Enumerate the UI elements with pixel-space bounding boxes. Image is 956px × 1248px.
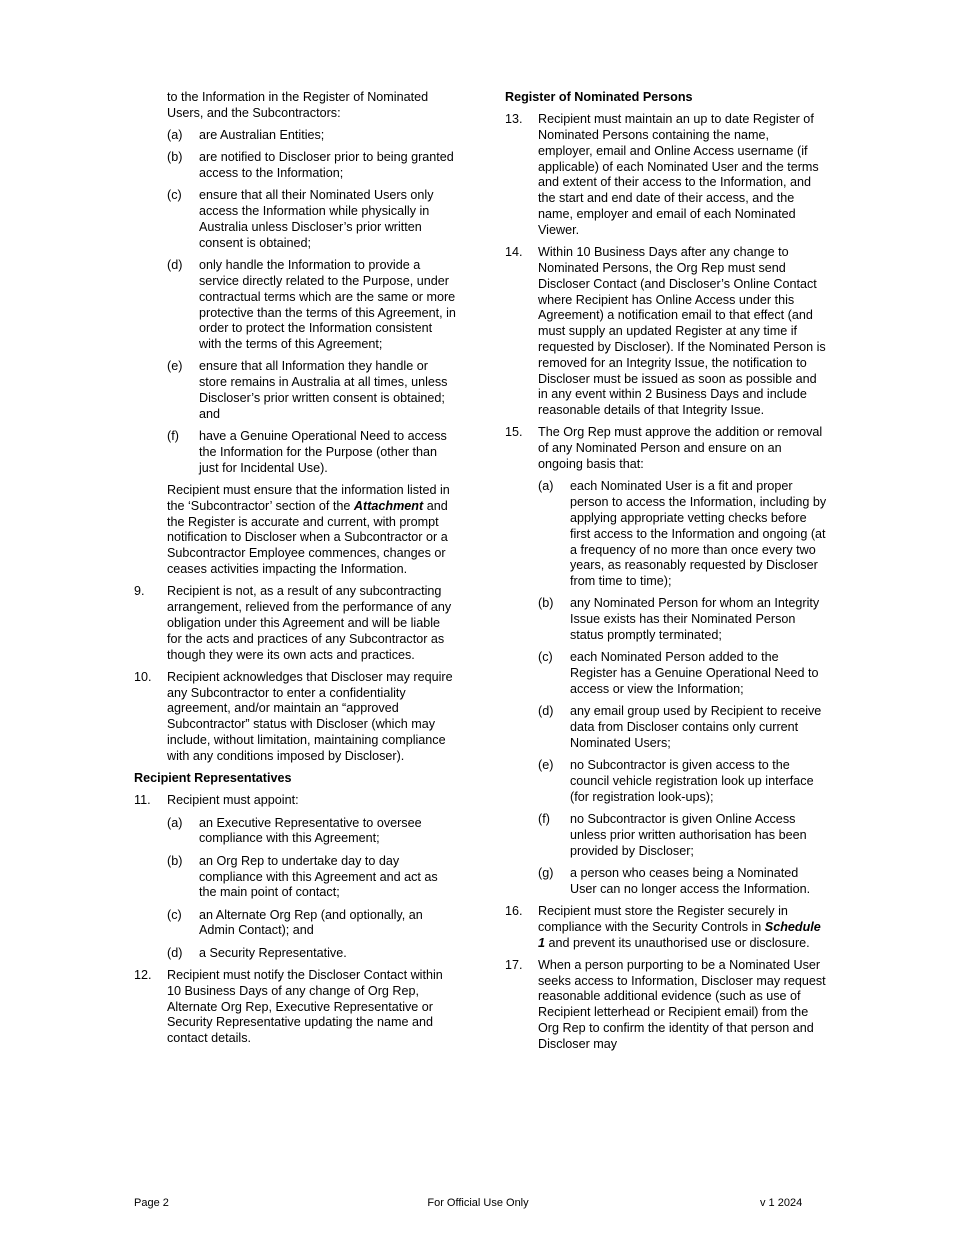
sub-text: any email group used by Recipient to receive data from Discloser contains only current Nominated Users; <box>570 704 822 750</box>
sub-text: only handle the Information to provide a service directly related to the Purpose, under contractual terms which are the same or more protective than the terms of this Agreement, in order to protect the Information consistent with the terms of this Agreement; <box>199 258 456 352</box>
list-item <box>134 854 456 901</box>
sub-text: any Nominated Person for whom an Integrity Issue exists has their Nominated Person status promptly terminated; <box>570 596 820 642</box>
sub-label: (d) <box>167 945 183 960</box>
clause-text: Recipient must appoint: <box>167 793 299 808</box>
sub-label: (c) <box>538 650 553 665</box>
list-item <box>505 866 827 898</box>
sub-text: a Security Representative. <box>199 945 347 960</box>
section-heading: Recipient Representatives <box>134 771 292 786</box>
clause-number: 12. <box>134 968 152 983</box>
clause-text: Recipient must notify the Discloser Contact within 10 Business Days of any change of Org Rep, Alternate Org Rep, Executive Representative or Security Representative updating the name and contact details. <box>167 968 443 1046</box>
list-item <box>134 258 456 353</box>
list-item <box>134 150 456 182</box>
list-item <box>134 128 456 144</box>
clause-12 <box>134 968 456 1047</box>
page-number: Page 2 <box>134 1197 169 1209</box>
sub-text: each Nominated User is a fit and proper person to access the Information, including by applying appropriate vetting checks before first access to the Information and ongoing (at a frequency of no more than once every two years, as reasonably requested by Discloser from time to time); <box>570 479 827 589</box>
clause-number: 16. <box>505 903 523 918</box>
classification-label: For Official Use Only <box>427 1197 529 1209</box>
text-run: and the Register is accurate and current, with prompt notification to Discloser when a Subcontractor or a Subcontractor Employee commences, changes or ceases activities impacting the Information. <box>167 498 448 577</box>
clause-text: The Org Rep must approve the addition or removal of any Nominated Person and ensure on an ongoing basis that: <box>538 425 823 472</box>
clause-text: Recipient must maintain an up to date Register of Nominated Persons containing the name, employer, email and Online Access username (if applicable) of each Nominated User and the terms and extent of their access to the Information, and the start and end date of their access, and the name, employer and email of each Nominated Viewer. <box>538 112 819 237</box>
clause-number: 11. <box>134 793 151 808</box>
clause-number: 17. <box>505 957 523 972</box>
clause-10 <box>134 670 456 765</box>
list-item <box>134 908 456 940</box>
sub-text: a person who ceases being a Nominated User can no longer access the Information. <box>570 865 811 896</box>
sub-text: an Alternate Org Rep (and optionally, an Admin Contact); and <box>199 907 423 938</box>
clause-text: Within 10 Business Days after any change to Nominated Persons, the Org Rep must send Discloser Contact (and Discloser’s Online Contact where Recipient has Online Access under this Agreement) a notification email to that effect (and must supply an updated Register at any time if requested by Discloser). If the Nominated Person is removed for an Integrity Issue, the notification to Discloser must be issued as soon as possible and in any event within 2 Business Days and include reasonable details of that Integrity Issue. <box>538 245 826 418</box>
left-column <box>134 90 456 1054</box>
clause-text: Recipient is not, as a result of any subcontracting arrangement, relieved from the performance of any obligation under this Agreement and will be liable for the acts and practices of any Subcontractor as though they were its own acts and practices. <box>167 584 452 662</box>
sub-label: (c) <box>167 188 182 203</box>
section-heading: Register of Nominated Persons <box>505 90 693 104</box>
sub-label: (d) <box>538 704 554 719</box>
text-run: Recipient must store the Register securely in compliance with the Security Controls in <box>538 903 788 934</box>
list-item <box>134 816 456 848</box>
clause-number: 10. <box>134 669 152 684</box>
text-run: and prevent its unauthorised use or disclosure. <box>545 935 810 950</box>
text-run: Recipient must ensure that the information listed in the ‘Subcontractor’ section of the <box>167 483 450 513</box>
sub-label: (b) <box>167 853 183 868</box>
clause-number: 15. <box>505 425 523 440</box>
sub-label: (c) <box>167 907 182 922</box>
list-item <box>505 596 827 643</box>
clause-text: When a person purporting to be a Nominated User seeks access to Information, Discloser may request reasonable additional evidence (such as use of Recipient letterhead or Recipient email) from the Org Rep to confirm the identity of that person and Discloser may <box>538 957 826 1051</box>
sub-text: no Subcontractor is given access to the council vehicle registration look up interface (for registration look-ups); <box>570 758 814 804</box>
clause-number: 9. <box>134 584 145 599</box>
version-label: v 1 2024 <box>760 1197 803 1209</box>
attachment-reference: Attachment <box>353 498 424 513</box>
sub-label: (b) <box>167 150 183 165</box>
sub-label: (f) <box>167 429 179 444</box>
intro-paragraph: to the Information in the Register of Nominated Users, and the Subcontractors: <box>167 90 429 120</box>
clause-16 <box>505 904 827 951</box>
sub-label: (a) <box>538 479 554 494</box>
sub-text: an Executive Representative to oversee compliance with this Agreement; <box>199 815 422 846</box>
sub-text: have a Genuine Operational Need to access the Information for the Purpose (other than just for Incidental Use). <box>199 429 447 475</box>
clause-text: Recipient acknowledges that Discloser may require any Subcontractor to enter a confidentiality agreement, and/or maintain an “approved Subcontractor” status with Discloser (which may include, without limitation, maintaining compliance with any conditions imposed by Discloser). <box>167 669 453 763</box>
list-item <box>505 812 827 859</box>
sub-text: each Nominated Person added to the Register has a Genuine Operational Need to access or view the Information; <box>570 650 819 696</box>
sub-text: ensure that all their Nominated Users only access the Information while physically in Australia unless Discloser’s prior written consent is obtained; <box>199 188 434 250</box>
clause-17 <box>505 958 827 1053</box>
sub-label: (b) <box>538 596 554 611</box>
clause-number: 13. <box>505 112 523 127</box>
sub-text: an Org Rep to undertake day to day compliance with this Agreement and act as the main point of contact; <box>199 853 438 900</box>
clause-13 <box>505 112 827 238</box>
clause-11 <box>134 793 456 809</box>
list-item <box>505 650 827 697</box>
sub-text: no Subcontractor is given Online Access unless prior written authorisation has been provided by Discloser; <box>570 811 807 858</box>
sub-label: (g) <box>538 865 554 880</box>
sub-text: are notified to Discloser prior to being granted access to the Information; <box>199 150 454 181</box>
clause-9 <box>134 584 456 663</box>
sub-label: (a) <box>167 815 183 830</box>
subcontractor-info-paragraph <box>134 483 456 578</box>
clause-15 <box>505 425 827 472</box>
sub-label: (e) <box>538 758 554 773</box>
sub-label: (e) <box>167 359 183 374</box>
list-item <box>134 429 456 476</box>
list-item <box>505 479 827 590</box>
list-item <box>134 359 456 422</box>
list-item <box>505 758 827 805</box>
sub-label: (a) <box>167 128 183 143</box>
schedule-reference: Schedule 1 <box>538 919 821 950</box>
sub-label: (d) <box>167 258 183 273</box>
list-item <box>134 188 456 251</box>
right-column <box>505 90 827 1059</box>
clause-number: 14. <box>505 245 523 260</box>
sub-text: ensure that all Information they handle or store remains in Australia at all times, unless Discloser’s prior written consent is obtained; and <box>199 359 448 421</box>
list-item <box>505 704 827 751</box>
sub-label: (f) <box>538 811 550 826</box>
clause-14 <box>505 245 827 419</box>
sub-text: are Australian Entities; <box>199 128 325 143</box>
list-item <box>134 946 456 962</box>
